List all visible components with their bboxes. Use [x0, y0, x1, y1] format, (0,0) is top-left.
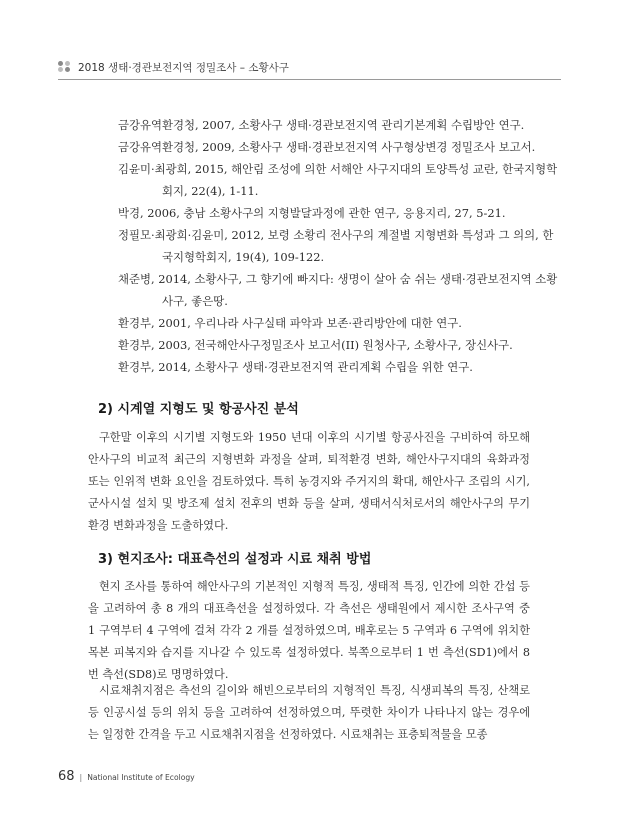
institution-name: National Institute of Ecology — [87, 773, 195, 782]
section-heading: 2) 시계열 지형도 및 항공사진 분석 — [98, 402, 299, 417]
section-paragraph: 현지 조사를 통하여 해안사구의 기본적인 지형적 특징, 생태적 특징, 인간에 의한 간섭 등을 고려하여 총 8 개의 대표측선을 설정하였다. 각 측선은 생태원에서 제시한 조사구역 중 1 구역부터 4 구역에 걸쳐 각각 2 개를 설정하였으며, 배후로는 5 구역과 6 구역에 위치한 목본 피복지와 습지를 지나갈 수 있도록 설정하였다. 북쪽으로부터 1 번 측선(SD1)에서 8 번 측선(SD8)로 명명하였다. — [88, 580, 530, 681]
page-number: 68 — [58, 769, 75, 784]
header-divider — [58, 79, 561, 80]
reference-item: 환경부, 2001, 우리나라 사구실태 파악과 보존·관리방안에 대한 연구. — [118, 316, 462, 330]
footer-separator: | — [79, 773, 83, 782]
reference-item: 금강유역환경청, 2009, 소황사구 생태·경관보전지역 사구형상변경 정밀조사 보고서. — [118, 140, 536, 154]
header-title: 2018 생태·경관보전지역 정밀조사 – 소황사구 — [78, 61, 289, 74]
reference-item: 환경부, 2003, 전국해안사구정밀조사 보고서(II) 원청사구, 소황사구, 장신사구. — [118, 338, 513, 352]
reference-item: 정필모·최광희·김윤미, 2012, 보령 소황리 전사구의 계절별 지형변화 특성과 그 의의, 한국지형학회지, 19(4), 109-122. — [118, 228, 554, 264]
section-paragraph: 구한말 이후의 시기별 지형도와 1950 년대 이후의 시기별 항공사진을 구비하여 하모해안사구의 비교적 최근의 지형변화 과정을 살펴, 퇴적환경 변화, 해안사구지대의 육화과정 또는 인위적 변화 요인을 검토하였다. 특히 농경지와 주거지의 확대, 해안사구 조림의 시기, 군사시설 설치 및 방조제 설치 전후의 변화 등을 살펴, 생태서식처로서의 해안사구의 무기환경 변화과정을 도출하였다. — [88, 431, 530, 532]
header-dots-icon — [58, 61, 72, 73]
reference-item: 환경부, 2014, 소황사구 생태·경관보전지역 관리계획 수립을 위한 연구. — [118, 360, 473, 374]
reference-item: 박경, 2006, 충남 소황사구의 지형발달과정에 관한 연구, 응용지리, 27, 5-21. — [118, 206, 506, 220]
reference-list — [118, 114, 558, 378]
reference-item: 채준병, 2014, 소황사구, 그 향기에 빠지다: 생명이 살아 숨 쉬는 생태·경관보전지역 소황사구, 좋은땅. — [118, 272, 558, 308]
section-paragraph: 시료채취지점은 측선의 길이와 해빈으로부터의 지형적인 특징, 식생피복의 특징, 산책로 등 인공시설 등의 위치 등을 고려하여 선정하였으며, 뚜렷한 차이가 나타나지 않는 경우에는 일정한 간격을 두고 시료채취지점을 선정하였다. 시료채취는 표층퇴적물을 모종 — [88, 684, 530, 741]
page-footer — [58, 769, 195, 784]
reference-item: 금강유역환경청, 2007, 소황사구 생태·경관보전지역 관리기본계획 수립방안 연구. — [118, 118, 525, 132]
running-header — [58, 58, 289, 76]
reference-item: 김윤미·최광희, 2015, 해안림 조성에 의한 서해안 사구지대의 토양특성 교란, 한국지형학회지, 22(4), 1-11. — [118, 162, 558, 198]
section-heading: 3) 현지조사: 대표측선의 설정과 시료 채취 방법 — [98, 552, 372, 567]
